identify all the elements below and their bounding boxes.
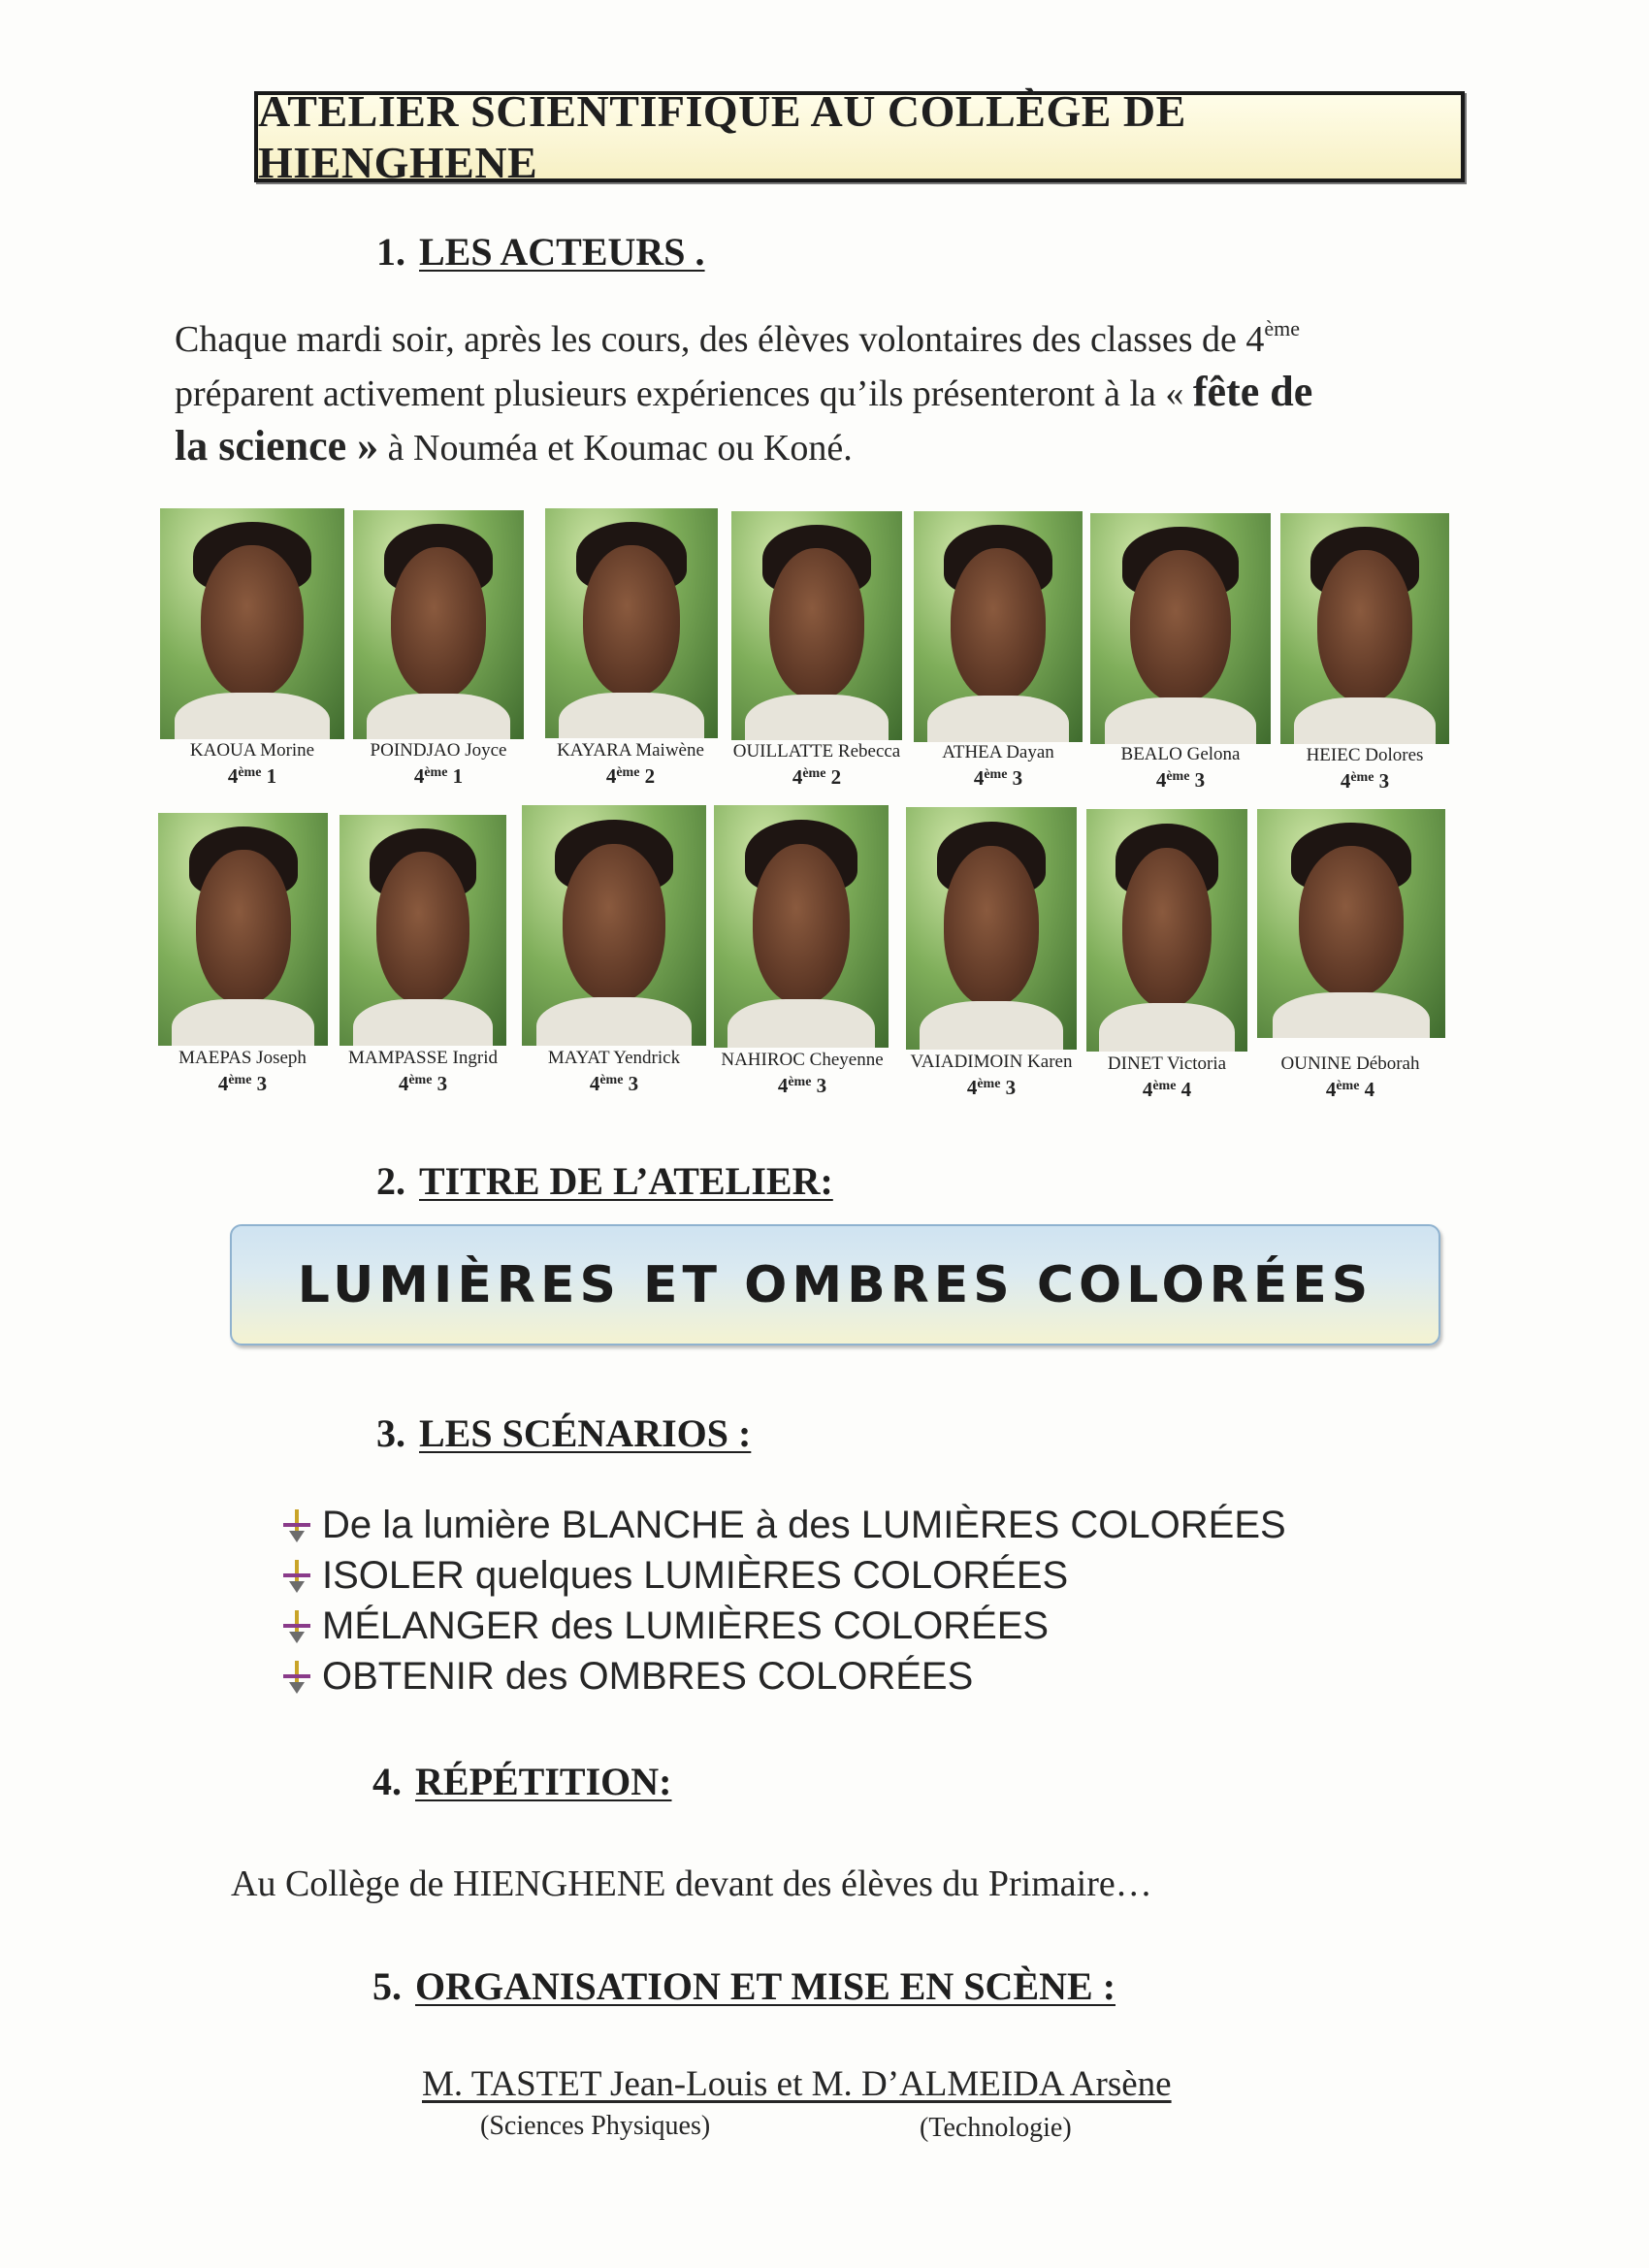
student-photo: [906, 807, 1077, 1050]
student-caption: ATHEA Dayan 4ème 3: [942, 742, 1054, 790]
down-arrow-bullet-icon: [281, 1506, 314, 1544]
organizer-role-2: (Technologie): [920, 2113, 1072, 2143]
repetition-text: Au Collège de HIENGHENE devant des élèves du Primaire…: [231, 1863, 1152, 1904]
document-title-box: [254, 86, 1465, 187]
intro-paragraph: Chaque mardi soir, après les cours, des élèves volontaires des classes de 4ème préparent activement plusieurs expériences qu’ils présenteront à la « fête de la science » à Nouméa et Koumac ou Koné.: [175, 316, 1313, 470]
workshop-title: LUMIÈRES ET OMBRES COLORÉES: [297, 1255, 1374, 1314]
down-arrow-bullet-icon: [281, 1556, 314, 1595]
organizers-line: M. TASTET Jean-Louis et M. D’ALMEIDA Arsène: [422, 2064, 1172, 2104]
scenario-list: [281, 1500, 1348, 1701]
student-photo: [1280, 513, 1449, 744]
student-photo: [731, 511, 902, 740]
organizer-role-1: (Sciences Physiques): [480, 2111, 711, 2141]
student-caption: MAEPAS Joseph 4ème 3: [178, 1048, 307, 1095]
student-photo: [340, 815, 506, 1046]
student-caption: HEIEC Dolores 4ème 3: [1306, 745, 1424, 793]
list-item: OBTENIR des OMBRES COLORÉES: [281, 1651, 1348, 1701]
student-photo: [353, 510, 524, 739]
document-title: ATELIER SCIENTIFIQUE AU COLLÈGE DE HIENGHENE: [258, 86, 1186, 187]
student-photo: [522, 805, 706, 1046]
list-item: MÉLANGER des LUMIÈRES COLORÉES: [281, 1601, 1348, 1651]
student-caption: KAYARA Maiwène 4ème 2: [557, 740, 704, 788]
section-1-heading: 1. LES ACTEURS .: [376, 230, 705, 274]
student-caption: OUNINE Déborah 4ème 4: [1280, 1053, 1420, 1101]
student-photo: [914, 511, 1083, 742]
section-3-heading: 3. LES SCÉNARIOS :: [376, 1411, 752, 1455]
student-caption: MAMPASSE Ingrid 4ème 3: [348, 1048, 498, 1095]
student-photo: [545, 508, 718, 738]
down-arrow-bullet-icon: [281, 1657, 314, 1696]
student-caption: VAIADIMOIN Karen 4ème 3: [910, 1052, 1073, 1099]
student-photo: [714, 805, 889, 1048]
student-photo: [158, 813, 328, 1046]
student-photo: [160, 508, 344, 739]
student-caption: OUILLATTE Rebecca 4ème 2: [732, 741, 901, 789]
student-caption: DINET Victoria 4ème 4: [1107, 1053, 1227, 1101]
section-2-heading: 2. TITRE DE L’ATELIER:: [376, 1159, 833, 1203]
student-photo: [1257, 809, 1445, 1038]
section-5-heading: 5. ORGANISATION ET MISE EN SCÈNE :: [372, 1964, 1116, 2008]
down-arrow-bullet-icon: [281, 1606, 314, 1645]
list-item: De la lumière BLANCHE à des LUMIÈRES COLORÉES: [281, 1500, 1348, 1550]
student-caption: MAYAT Yendrick 4ème 3: [547, 1048, 681, 1095]
list-item: ISOLER quelques LUMIÈRES COLORÉES: [281, 1550, 1348, 1601]
student-caption: POINDJAO Joyce 4ème 1: [370, 740, 507, 788]
student-photo: [1090, 513, 1271, 744]
student-caption: BEALO Gelona 4ème 3: [1120, 744, 1241, 792]
student-photo: [1086, 809, 1247, 1052]
section-4-heading: 4. RÉPÉTITION:: [372, 1760, 672, 1803]
student-caption: NAHIROC Cheyenne 4ème 3: [721, 1050, 884, 1097]
workshop-title-banner: [230, 1224, 1440, 1345]
student-caption: KAOUA Morine 4ème 1: [189, 740, 315, 788]
